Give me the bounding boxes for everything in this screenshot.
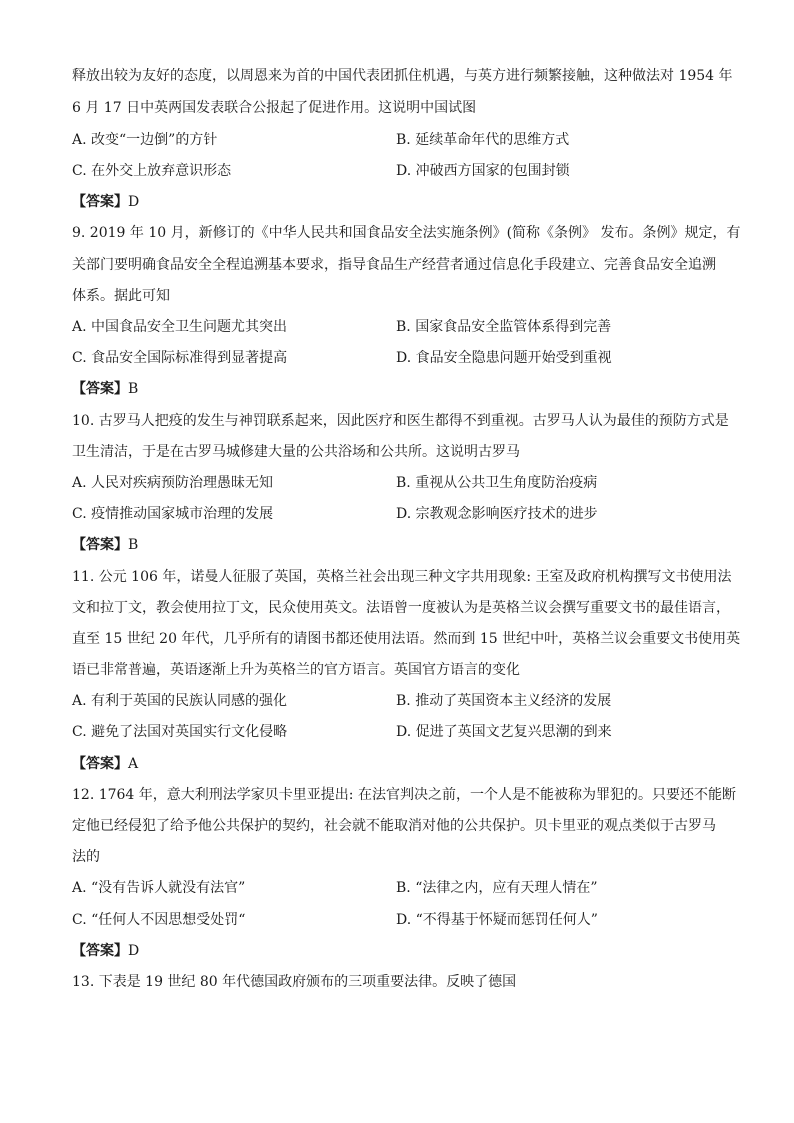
q12-option-c: C. “任何人不因思想受处罚“ — [72, 912, 246, 928]
q8-option-b: B. 延续革命年代的思维方式 — [396, 132, 570, 148]
q10-option-b: B. 重视从公共卫生角度防治疫病 — [396, 475, 598, 491]
q12-option-a: A. “没有告诉人就没有法官” — [72, 880, 246, 896]
q10-line-2: 卫生清洁，于是在古罗马城修建大量的公共浴场和公共所。这说明古罗马 — [72, 444, 520, 460]
q12-option-b: B. “法律之内，应有天理人情在” — [396, 880, 598, 896]
q8-line-2: 6 月 17 日中英两国发表联合公报起了促进作用。这说明中国试图 — [72, 100, 477, 116]
answer-label: 【答案】 — [72, 943, 128, 959]
q13-line-1: 13. 下表是 19 世纪 80 年代德国政府颁布的三项重要法律。反映了德国 — [72, 974, 517, 990]
answer-value: A — [128, 756, 139, 772]
q11-line-1: 11. 公元 106 年，诺曼人征服了英国，英格兰社会出现三种文字共用现象: 王室及政府机构撰写文书使用法 — [72, 569, 732, 585]
q10-answer — [72, 535, 138, 555]
answer-value: B — [128, 537, 139, 553]
q8-option-c: C. 在外交上放弃意识形态 — [72, 163, 232, 179]
q9-line-2: 关部门要明确食品安全全程追溯基本要求，指导食品生产经营者通过信息化手段建立、完善食品安全追溯 — [72, 257, 716, 273]
answer-label: 【答案】 — [72, 756, 128, 772]
q9-option-a: A. 中国食品安全卫生问题尤其突出 — [72, 319, 288, 335]
q11-option-b: B. 推动了英国资本主义经济的发展 — [396, 693, 612, 709]
q8-answer — [72, 192, 139, 212]
answer-value: D — [128, 194, 140, 210]
q11-line-2: 文和拉丁文，教会使用拉丁文，民众使用英文。法语曾一度被认为是英格兰议会撰写重要文书的最佳语言， — [72, 600, 730, 616]
q12-line-1: 12. 1764 年，意大利刑法学家贝卡里亚提出: 在法官判决之前，一个人是不能被称为罪犯的。只要还不能断 — [72, 787, 736, 803]
q9-option-d: D. 食品安全隐患问题开始受到重视 — [396, 350, 612, 366]
q11-line-4: 语已非常普遍，英语逐渐上升为英格兰的官方语言。英国官方语言的变化 — [72, 662, 520, 678]
q10-option-d: D. 宗教观念影响医疗技术的进步 — [396, 506, 598, 522]
q12-line-2: 定他已经侵犯了给予他公共保护的契约，社会就不能取消对他的公共保护。贝卡里亚的观点类似于古罗马 — [72, 818, 716, 834]
q9-line-3: 体系。据此可知 — [72, 288, 170, 304]
q12-answer — [72, 941, 139, 961]
q11-line-3: 直至 15 世纪 20 年代，几乎所有的请图书都还使用法语。然而到 15 世纪中叶，英格兰议会重要文书使用英 — [72, 631, 741, 647]
q8-option-d: D. 冲破西方国家的包围封锁 — [396, 163, 570, 179]
q11-option-d: D. 促进了英国文艺复兴思潮的到来 — [396, 724, 612, 740]
q10-option-c: C. 疫情推动国家城市治理的发展 — [72, 506, 274, 522]
q10-line-1: 10. 古罗马人把疫的发生与神罚联系起来，因此医疗和医生都得不到重视。古罗马人认为最佳的预防方式是 — [72, 413, 729, 429]
q9-line-1: 9. 2019 年 10 月，新修订的《中华人民共和国食品安全法实施条例》(简称《条例》 发布。条例》规定，有 — [72, 225, 741, 241]
q12-option-d: D. “不得基于怀疑而惩罚任何人” — [396, 912, 598, 928]
q8-option-a: A. 改变“一边倒”的方针 — [72, 132, 218, 148]
answer-value: D — [128, 943, 140, 959]
answer-label: 【答案】 — [72, 381, 128, 397]
q8-line-1: 释放出较为友好的态度，以周恩来为首的中国代表团抓住机遇，与英方进行频繁接触，这种做法对 1954 年 — [72, 68, 733, 84]
q10-option-a: A. 人民对疾病预防治理愚昧无知 — [72, 475, 274, 491]
q11-option-a: A. 有利于英国的民族认同感的强化 — [72, 693, 288, 709]
q12-line-3: 法的 — [72, 849, 100, 865]
answer-label: 【答案】 — [72, 537, 128, 553]
q9-option-b: B. 国家食品安全监管体系得到完善 — [396, 319, 612, 335]
answer-label: 【答案】 — [72, 194, 128, 210]
q9-answer — [72, 379, 138, 399]
q9-option-c: C. 食品安全国际标准得到显著提高 — [72, 350, 288, 366]
answer-value: B — [128, 381, 139, 397]
q11-answer — [72, 754, 138, 774]
q11-option-c: C. 避免了法国对英国实行文化侵略 — [72, 724, 288, 740]
